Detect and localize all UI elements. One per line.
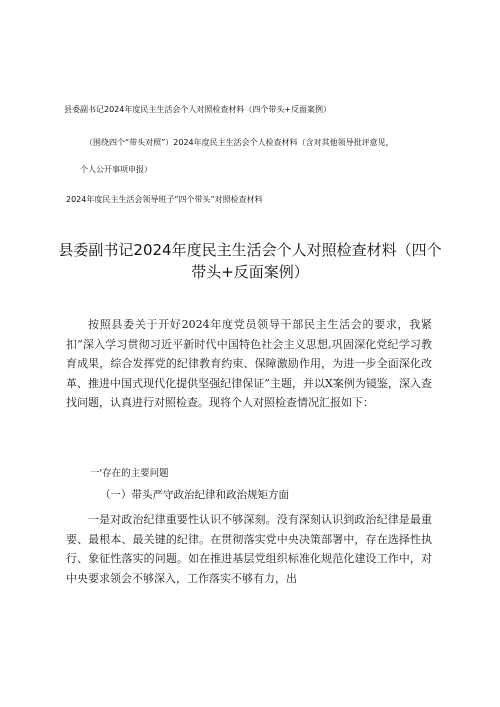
paragraph-political-discipline: 一是对政治纪律重要性认识不够深刻。没有深刻认识到政治纪律是最重要、最根本、最关键的纪律。在贯彻落实党中央决策部署中，存在选择性执行、象征性落实的问题。如在推进基层党组织标准化规范化建设工作中，对中央要求领会不够深入，工作落实不够有力，出 [66,513,432,585]
toc-entry-2-continued: 个人公开事项申报） [80,165,152,174]
section-heading-problems: 一'存在的主要问题 [90,468,169,479]
document-title: 县委副书记2024年度民主生活会个人对照检查材料（四个带头+反面案例） [58,241,442,281]
subsection-heading-political-discipline: （一）带头严守政治纪律和政治规矩方面 [100,489,289,501]
toc-entry-3: 2024年度民主生活会领导班子“四个带头”对照检查材料 [66,195,263,204]
toc-entry-1: 县委副书记2024年度民主生活会个人对照检查材料（四个带头+反面案例） [64,105,332,114]
intro-paragraph: 按照县委关于开好2024年度党员领导干部民主生活会的要求，我紧扣”深入学习贯彻习近平新时代中国特色社会主义思想,巩固深化党纪学习教育成果，综合发挥党的纪律教育约束、保障激励作用，为进一步全面深化改革、推进中国式现代化提供坚强纪律保证”主题，并以X案例为镜鉴，深入查找问题，认真进行对照检查。现将个人对照检查情况汇报如下： [66,318,432,409]
toc-entry-2: （围绕四个“带头对照”）2024年度民主生活会个人检查材料（含对其他领导批评意见， [85,138,394,147]
